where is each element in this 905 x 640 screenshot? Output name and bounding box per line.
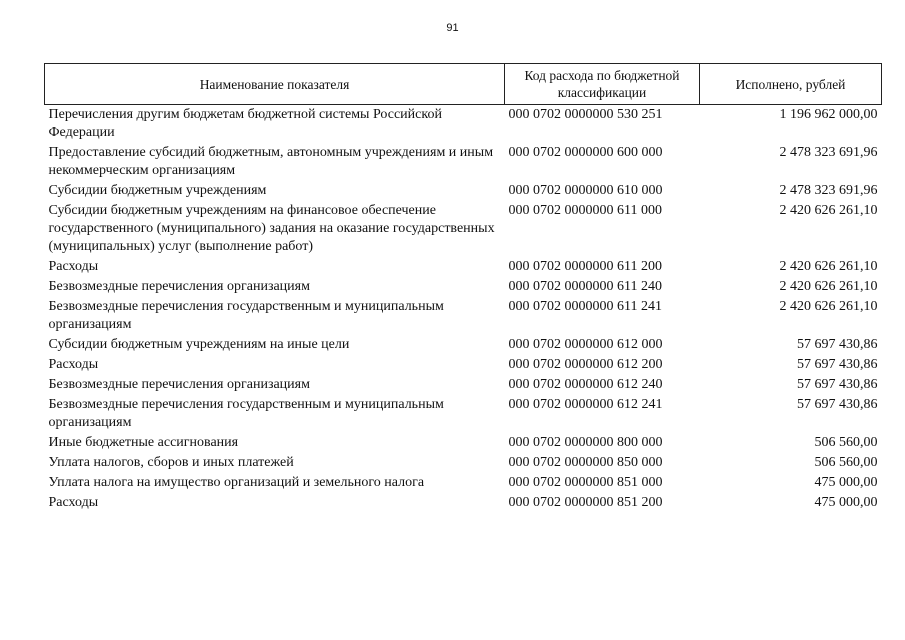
row-amount: 506 560,00 [814,455,878,470]
row-amount: 475 000,00 [814,495,878,510]
row-code: 000 0702 0000000 610 000 [508,183,663,198]
table-row [45,355,882,375]
row-code: 000 0702 0000000 611 200 [508,259,662,274]
row-code: 000 0702 0000000 851 000 [508,475,663,490]
table-row [45,433,882,453]
row-name: Субсидии бюджетным учреждениям [48,183,267,198]
page-number: 91 [446,22,459,34]
header-indicator-name: Наименование показателя [45,64,505,105]
table-body [45,105,882,514]
row-code: 000 0702 0000000 612 200 [508,357,663,372]
row-name: Уплата налогов, сборов и иных платежей [48,455,294,470]
row-name: Перечисления другим бюджетам бюджетной системы Российской Федерации [48,107,442,140]
row-code: 000 0702 0000000 611 000 [508,203,662,218]
budget-execution-table [44,63,882,513]
row-amount: 1 196 962 000,00 [779,107,878,122]
table-row [45,257,882,277]
row-name: Уплата налога на имущество организаций и земельного налога [48,475,425,490]
table-row [45,453,882,473]
row-name: Безвозмездные перечисления организациям [48,377,310,392]
row-code: 000 0702 0000000 611 241 [508,299,662,314]
row-name: Расходы [48,259,99,274]
row-amount: 2 420 626 261,10 [779,259,878,274]
row-name: Субсидии бюджетным учреждениям на иные цели [48,337,350,352]
table-row [45,143,882,181]
table-row [45,335,882,355]
row-code: 000 0702 0000000 612 241 [508,397,663,412]
table-header [45,64,882,105]
row-amount: 2 420 626 261,10 [779,203,878,218]
table-row [45,181,882,201]
table-row [45,297,882,335]
row-code: 000 0702 0000000 612 240 [508,377,663,392]
row-name: Иные бюджетные ассигнования [48,435,239,450]
row-amount: 2 420 626 261,10 [779,279,878,294]
row-amount: 475 000,00 [814,475,878,490]
row-name: Безвозмездные перечисления государственным и муниципальным организациям [48,299,444,332]
row-name: Безвозмездные перечисления государственным и муниципальным организациям [48,397,444,430]
row-name: Расходы [48,357,99,372]
row-name: Субсидии бюджетным учреждениям на финансовое обеспечение государственного (муниципального) задания на оказание государственных (муниципальных) услуг (выполнение работ) [48,203,495,254]
row-code: 000 0702 0000000 850 000 [508,455,663,470]
row-amount: 57 697 430,86 [797,397,878,412]
row-code: 000 0702 0000000 851 200 [508,495,663,510]
row-name: Предоставление субсидий бюджетным, автономным учреждениям и иным некоммерческим организациям [48,145,494,178]
header-budget-code: Код расхода по бюджетной классификации [505,64,700,105]
table-row [45,277,882,297]
row-code: 000 0702 0000000 600 000 [508,145,663,160]
row-code: 000 0702 0000000 612 000 [508,337,663,352]
table-row [45,375,882,395]
row-name: Безвозмездные перечисления организациям [48,279,310,294]
header-executed-amount: Исполнено, рублей [700,64,882,105]
table-row [45,201,882,257]
row-code: 000 0702 0000000 800 000 [508,435,663,450]
row-amount: 57 697 430,86 [797,337,878,352]
row-amount: 57 697 430,86 [797,357,878,372]
row-name: Расходы [48,495,99,510]
row-amount: 2 478 323 691,96 [779,183,878,198]
table-row [45,395,882,433]
row-code: 000 0702 0000000 611 240 [508,279,662,294]
row-amount: 57 697 430,86 [797,377,878,392]
row-amount: 2 420 626 261,10 [779,299,878,314]
row-amount: 2 478 323 691,96 [779,145,878,160]
row-code: 000 0702 0000000 530 251 [508,107,663,122]
header-row [45,64,882,105]
row-amount: 506 560,00 [814,435,878,450]
table-row [45,105,882,144]
table-row [45,473,882,493]
table-row [45,493,882,513]
